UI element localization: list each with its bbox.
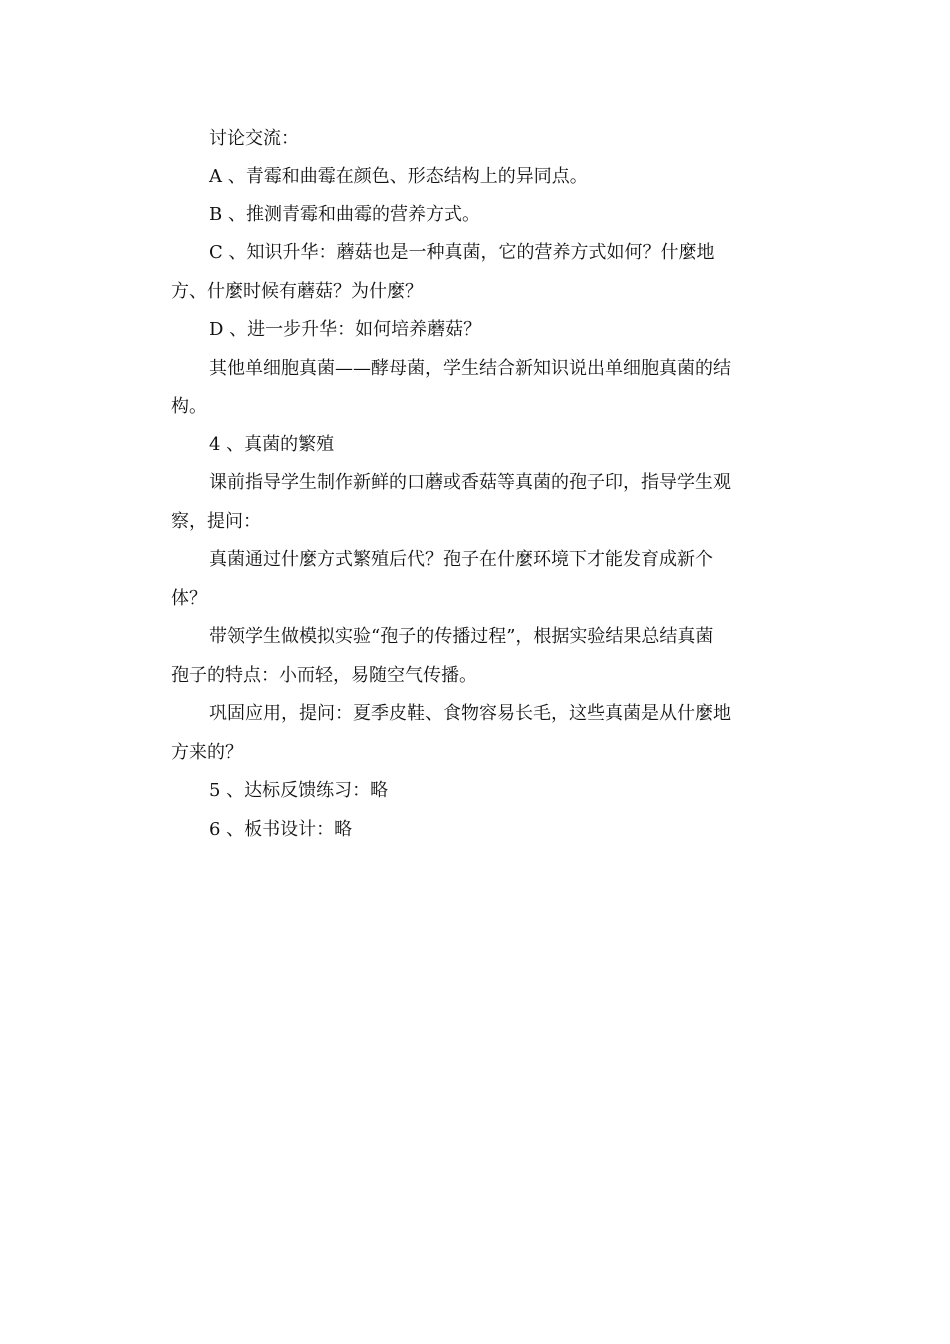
paragraph-discussion-heading: 讨论交流： bbox=[209, 128, 299, 149]
section-heading-reproduction: 4 、真菌的繁殖 bbox=[209, 434, 335, 455]
paragraph-item-d: D 、进一步升华：如何培养蘑菇？ bbox=[209, 319, 482, 340]
paragraph-item-c-line2: 方、什麼时候有蘑菇？为什麼？ bbox=[171, 281, 423, 302]
paragraph-yeast-line1: 其他单细胞真菌——酵母菌，学生结合新知识说出单细胞真菌的结 bbox=[209, 358, 731, 379]
section-heading-feedback: 5 、达标反馈练习：略 bbox=[209, 780, 389, 801]
paragraph-question-line1: 真菌通过什麼方式繁殖后代？孢子在什麼环境下才能发育成新个 bbox=[209, 549, 713, 570]
paragraph-question-line2: 体？ bbox=[171, 588, 207, 609]
paragraph-yeast-line2: 构。 bbox=[171, 396, 207, 417]
paragraph-item-c-line1: C 、知识升华：蘑菇也是一种真菌，它的营养方式如何？什麼地 bbox=[209, 242, 715, 263]
paragraph-experiment-line2: 孢子的特点：小而轻，易随空气传播。 bbox=[171, 665, 477, 686]
paragraph-item-a: A 、青霉和曲霉在颜色、形态结构上的异同点。 bbox=[209, 166, 588, 187]
paragraph-application-line1: 巩固应用，提问：夏季皮鞋、食物容易长毛，这些真菌是从什麼地 bbox=[209, 703, 731, 724]
paragraph-experiment-line1: 带领学生做模拟实验“孢子的传播过程”，根据实验结果总结真菌 bbox=[209, 626, 714, 647]
paragraph-application-line2: 方来的？ bbox=[171, 742, 243, 763]
section-heading-board-design: 6 、板书设计：略 bbox=[209, 819, 353, 840]
paragraph-item-b: B 、推测青霉和曲霉的营养方式。 bbox=[209, 204, 480, 225]
paragraph-spore-print-line1: 课前指导学生制作新鲜的口蘑或香菇等真菌的孢子印，指导学生观 bbox=[209, 472, 731, 493]
paragraph-spore-print-line2: 察，提问： bbox=[171, 511, 261, 532]
